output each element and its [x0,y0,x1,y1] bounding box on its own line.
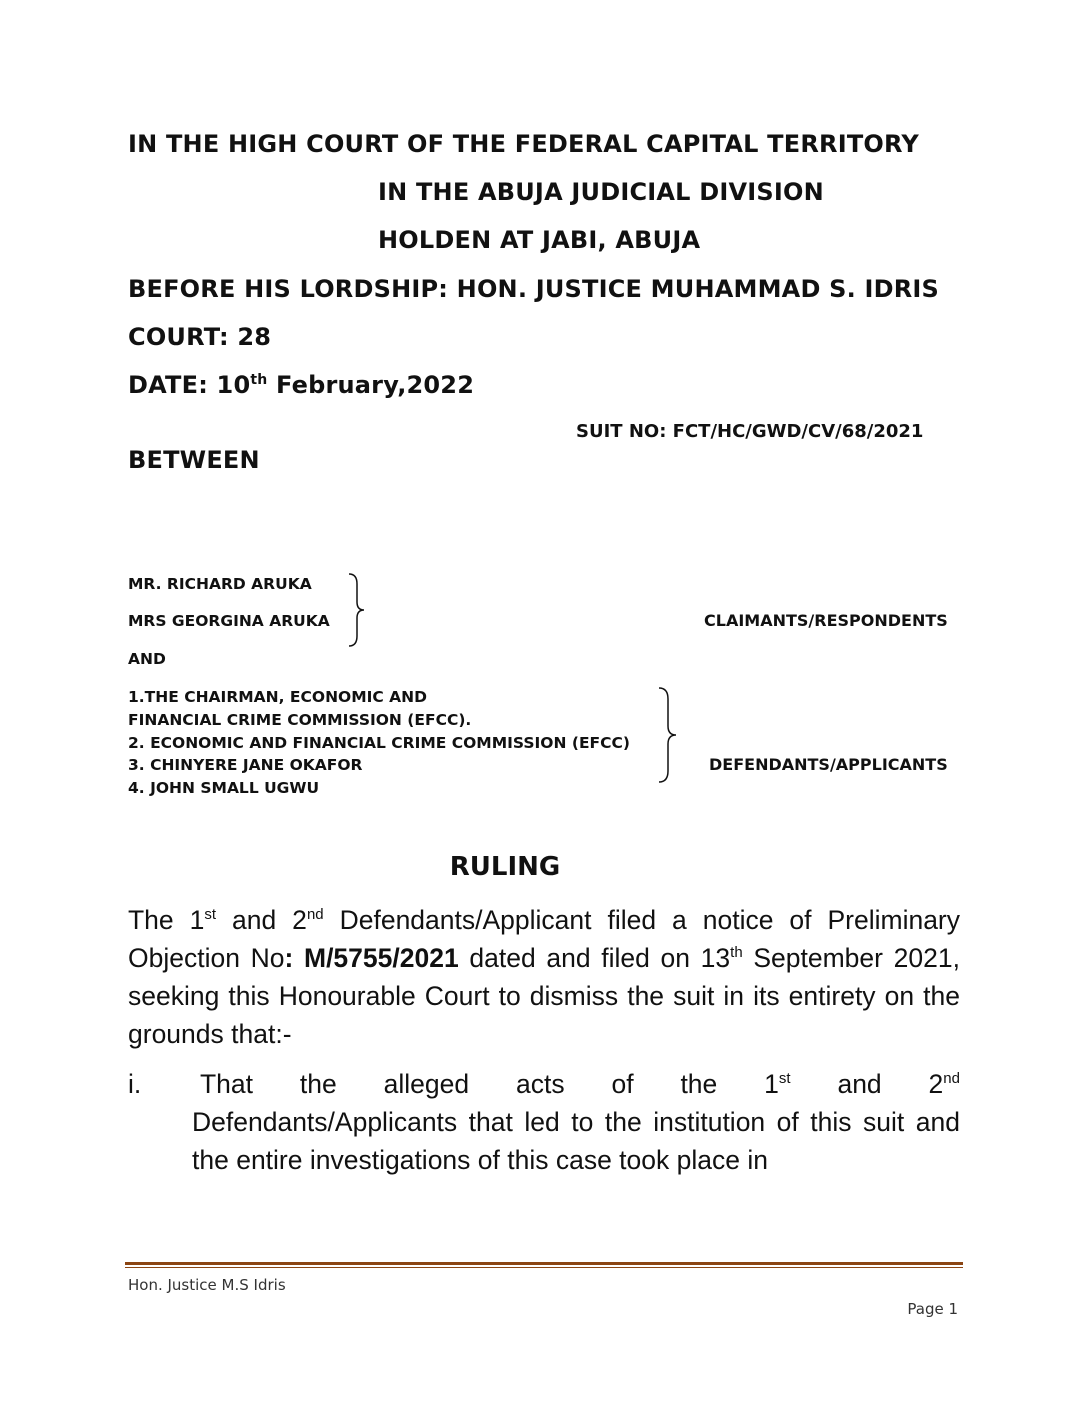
court-number: COURT: 28 [128,323,272,351]
defendant-1-line-2: FINANCIAL CRIME COMMISSION (EFCC). [128,711,472,729]
footer-divider [125,1262,963,1270]
p1-sup-3: th [730,944,743,962]
p1-text-b: and 2 [216,905,307,935]
item-word: the [680,1069,718,1099]
division-heading: IN THE ABUJA JUDICIAL DIVISION [378,178,824,206]
claimant-1: MR. RICHARD ARUKA [128,575,312,593]
item-ordinal-1 [764,1065,790,1103]
date-prefix: DATE: 10 [128,371,251,399]
item-sup: st [778,1070,791,1088]
item-word: That [200,1069,254,1099]
footer-divider-thick [125,1262,963,1265]
defendant-1-line-1: 1.THE CHAIRMAN, ECONOMIC AND [128,688,428,706]
item-word: and [837,1069,882,1099]
list-marker-i: i. [128,1069,142,1099]
p1-text-d: dated and filed on 13 [458,943,731,973]
page-number: Page 1 [907,1300,958,1318]
date-line [128,371,474,399]
p1-text-a: The 1 [128,905,205,935]
defendant-3: 3. CHINYERE JANE OKAFOR [128,756,363,774]
p1-text-c: Defendants/Applicant filed a notice of Preliminary Objection No [128,905,961,973]
claimants-role: CLAIMANTS/RESPONDENTS [704,611,948,630]
ground-item-i [192,1065,960,1179]
defendants-brace [655,686,679,784]
footer-divider-thin [125,1267,963,1268]
ruling-title: RULING [449,852,561,882]
defendant-2: 2. ECONOMIC AND FINANCIAL CRIME COMMISSION (EFCC) [128,734,630,752]
date-suffix: February,2022 [267,371,475,399]
item-word: 2 [928,1069,944,1099]
date-superscript: th [250,372,268,388]
item-word: acts [515,1069,565,1099]
claimants-brace [345,572,367,648]
suit-number: SUIT NO: FCT/HC/GWD/CV/68/2021 [576,421,924,442]
ruling-paragraph-1 [128,901,960,1053]
item-word: of [611,1069,634,1099]
item-sup: nd [943,1070,960,1088]
item-word: alleged [383,1069,470,1099]
before-heading: BEFORE HIS LORDSHIP: HON. JUSTICE MUHAMMAD S. IDRIS [128,275,940,303]
footer-judge-name: Hon. Justice M.S Idris [128,1276,286,1294]
claimant-2: MRS GEORGINA ARUKA [128,612,330,630]
p1-text-e: September 2021, seeking this Honourable Court to dismiss the suit in its entirety on the grounds that:- [128,943,960,1049]
ground-item-rest: Defendants/Applicants that led to the institution of this suit and the entire investigations of this case took place in [192,1107,960,1175]
item-ordinal-2 [929,1065,960,1103]
item-word: the [299,1069,337,1099]
holden-heading: HOLDEN AT JABI, ABUJA [378,226,701,254]
p1-sup-1: st [204,906,217,924]
and-label: AND [128,650,166,668]
item-word: 1 [764,1069,779,1099]
court-heading: IN THE HIGH COURT OF THE FEDERAL CAPITAL TERRITORY [128,130,919,158]
p1-sup-2: nd [306,906,324,924]
p1-motion-number: : M/5755/2021 [284,943,459,973]
between-label: BETWEEN [128,446,260,474]
ground-item-first-line [200,1065,960,1103]
defendant-4: 4. JOHN SMALL UGWU [128,779,320,797]
defendants-role: DEFENDANTS/APPLICANTS [709,755,948,774]
